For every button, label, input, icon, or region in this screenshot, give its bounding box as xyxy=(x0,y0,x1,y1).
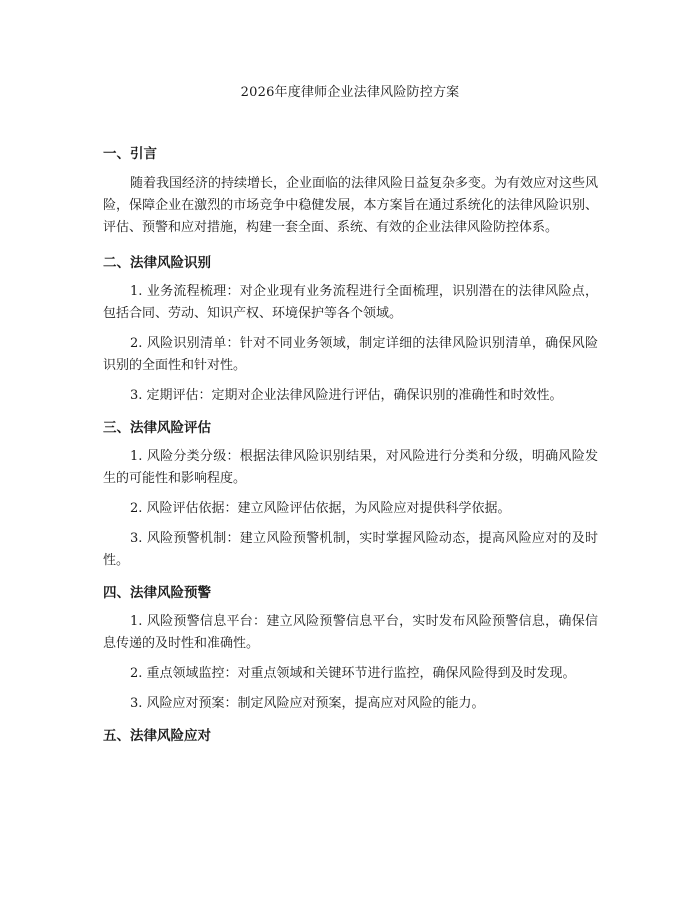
section-heading: 四、法律风险预警 xyxy=(103,585,211,601)
section-heading: 三、法律风险评估 xyxy=(103,420,211,436)
section-risk-warning xyxy=(103,584,598,715)
list-item: 3. 定期评估：定期对企业法律风险进行评估，确保识别的准确性和时效性。 xyxy=(130,388,563,403)
section-heading: 一、引言 xyxy=(103,146,157,162)
section-risk-response xyxy=(103,727,598,745)
list-item: 2. 风险评估依据：建立风险评估依据，为风险应对提供科学依据。 xyxy=(130,501,511,516)
document-title: 2026年度律师企业法律风险防控方案 xyxy=(240,85,460,100)
section-risk-identification xyxy=(103,254,598,407)
section-heading: 二、法律风险识别 xyxy=(103,255,211,271)
list-item: 3. 风险应对预案：制定风险应对预案，提高应对风险的能力。 xyxy=(130,696,485,711)
list-item: 1. 风险分类分级：根据法律风险识别结果，对风险进行分类和分级，明确风险发生的可能性和影响程度。 xyxy=(103,449,598,486)
section-introduction xyxy=(103,145,598,239)
list-item: 2. 重点领域监控：对重点领域和关键环节进行监控，确保风险得到及时发现。 xyxy=(130,666,576,681)
section-risk-assessment xyxy=(103,419,598,572)
list-item: 2. 风险识别清单：针对不同业务领域，制定详细的法律风险识别清单，确保风险识别的全面性和针对性。 xyxy=(103,336,598,373)
list-item: 1. 风险预警信息平台：建立风险预警信息平台，实时发布风险预警信息，确保信息传递的及时性和准确性。 xyxy=(103,614,598,651)
paragraph: 随着我国经济的持续增长，企业面临的法律风险日益复杂多变。为有效应对这些风险，保障企业在激烈的市场竞争中稳健发展，本方案旨在通过系统化的法律风险识别、评估、预警和应对措施，构建一套全面、系统、有效的企业法律风险防控体系。 xyxy=(103,176,599,235)
list-item: 3. 风险预警机制：建立风险预警机制，实时掌握风险动态，提高风险应对的及时性。 xyxy=(103,531,598,568)
document-body xyxy=(103,145,598,745)
list-item: 1. 业务流程梳理：对企业现有业务流程进行全面梳理，识别潜在的法律风险点，包括合同、劳动、知识产权、环境保护等各个领域。 xyxy=(103,284,598,321)
section-heading: 五、法律风险应对 xyxy=(103,728,211,744)
